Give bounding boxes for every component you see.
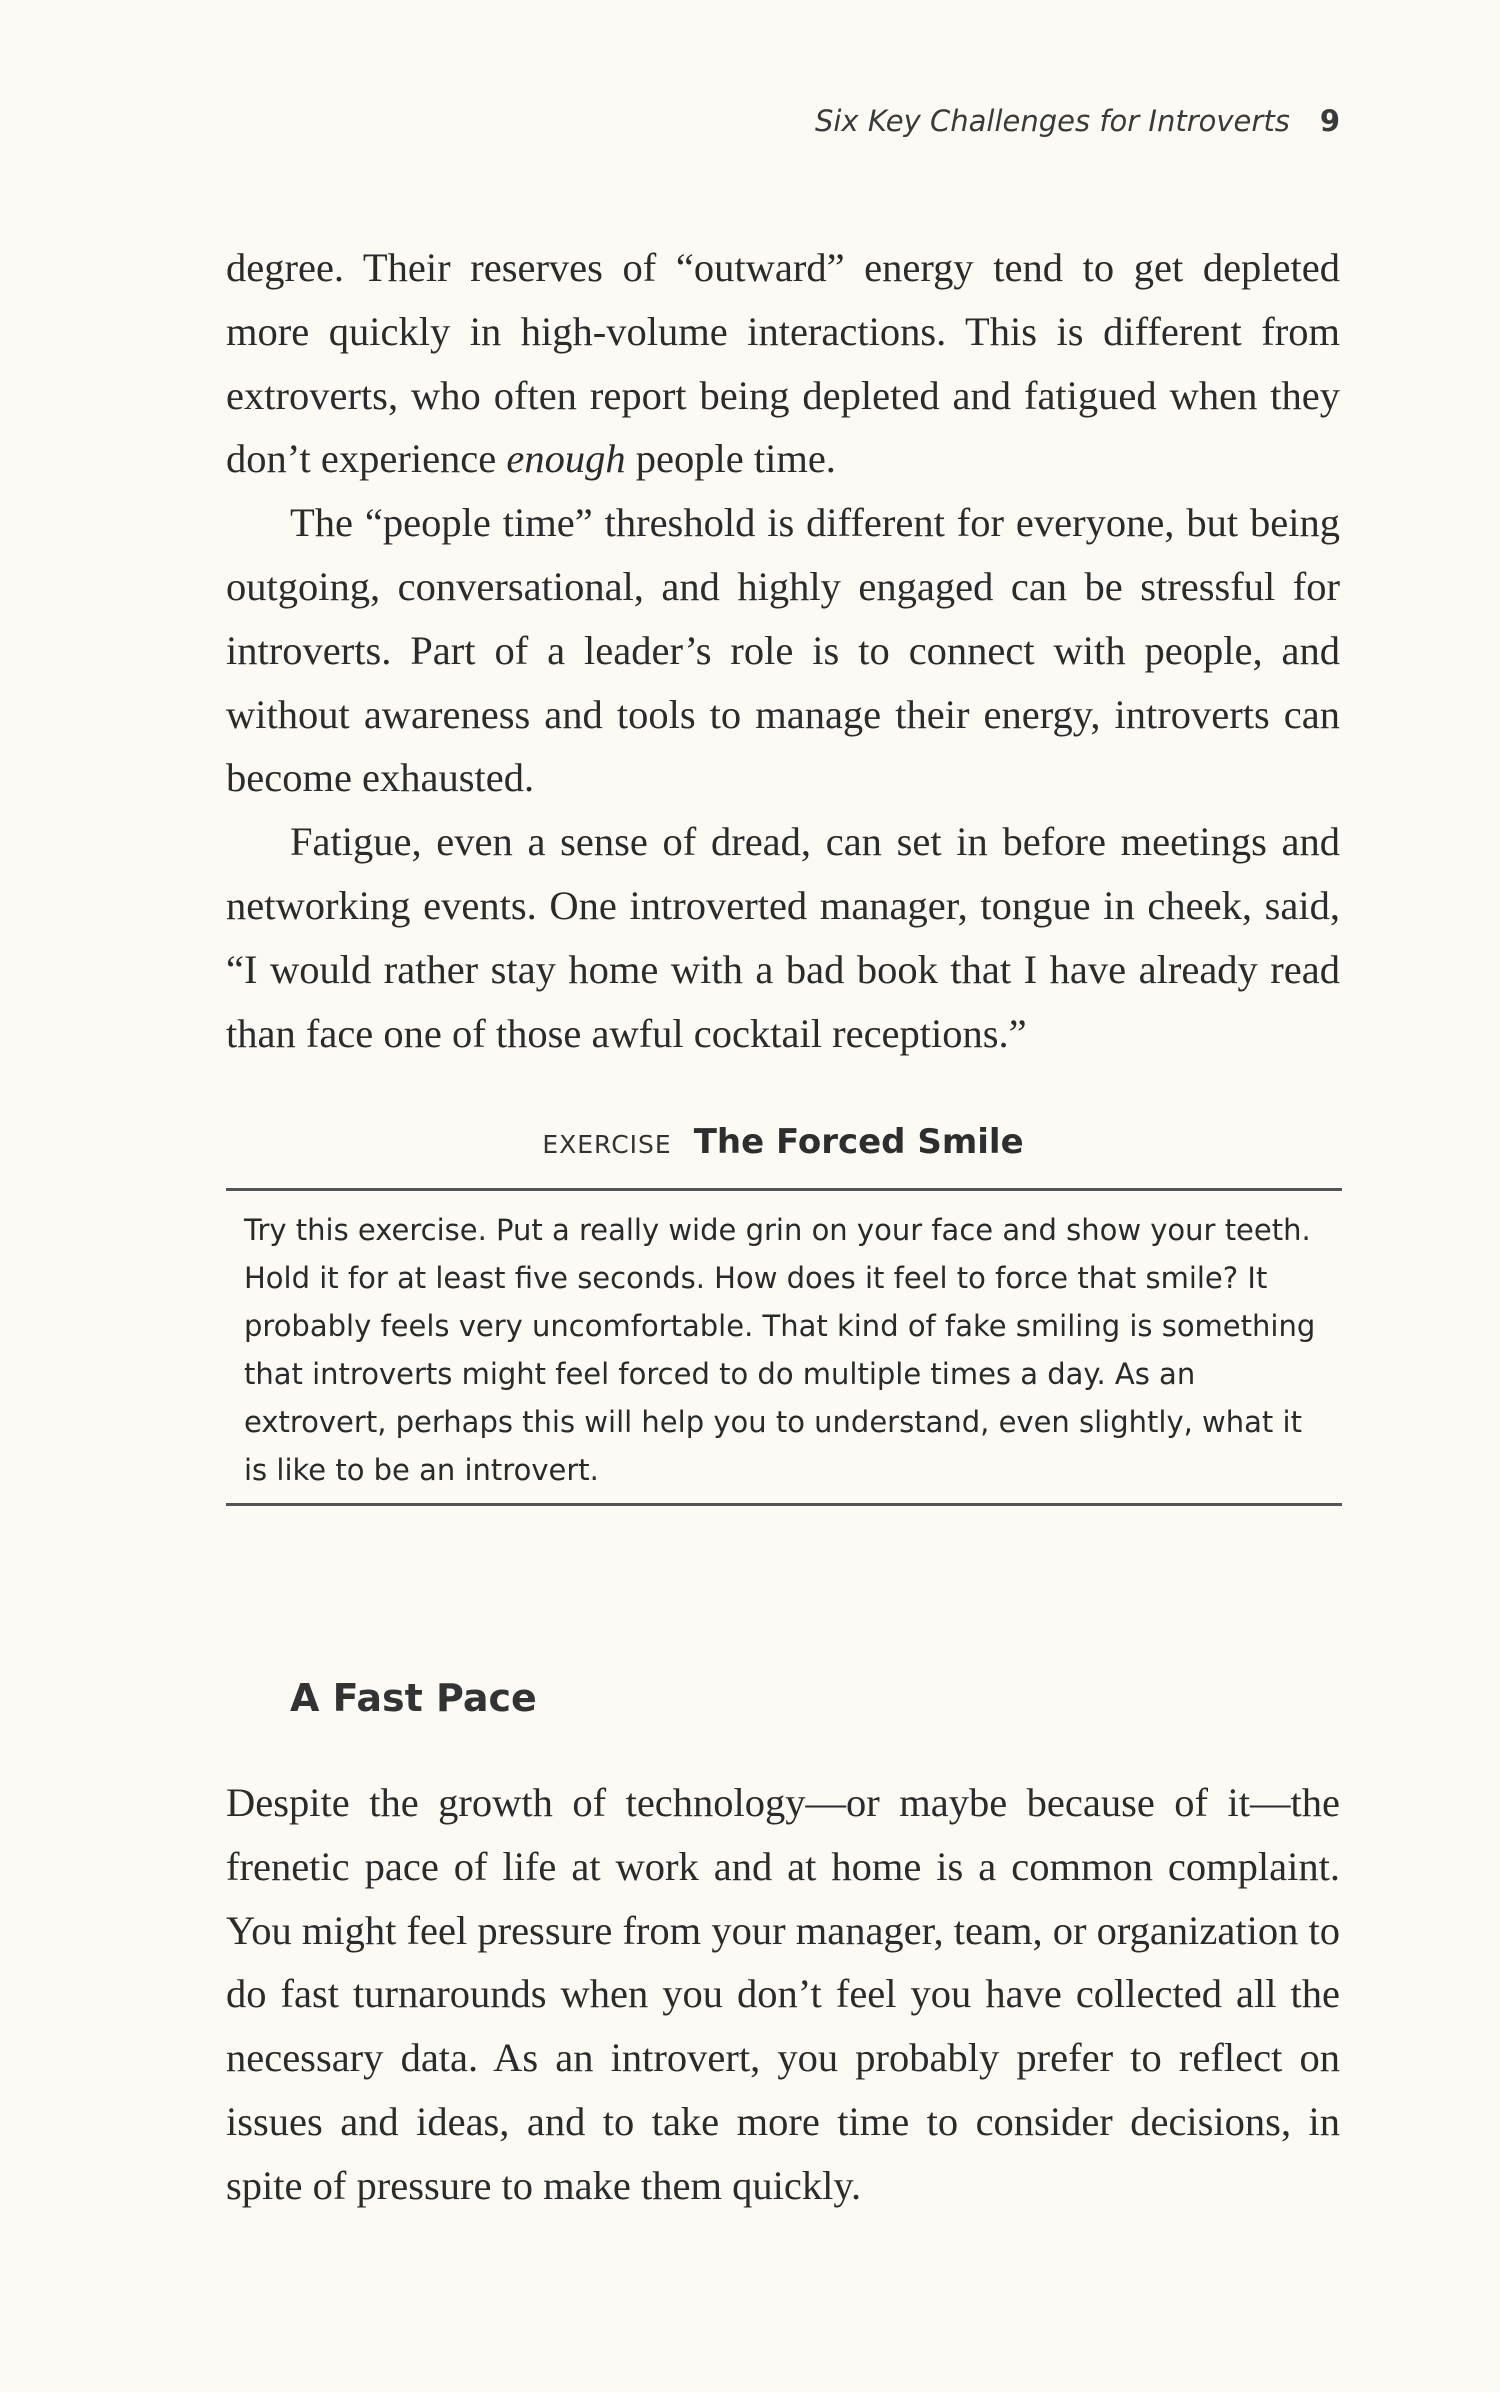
- exercise-title: The Forced Smile: [693, 1122, 1024, 1162]
- section-heading: A Fast Pace: [290, 1676, 537, 1720]
- running-head: [815, 104, 1340, 138]
- paragraph-1: [226, 236, 1340, 491]
- emphasis-enough: enough: [506, 436, 626, 482]
- exercise-bottom-rule: [226, 1503, 1342, 1506]
- running-title: Six Key Challenges for Introverts: [814, 104, 1290, 138]
- paragraph-1-text: degree. Their reserves of “outward” energy tend to get depleted more quickly in high-volume interactions. This is different from extroverts, who often report being depleted and fatigued when they don’t experience: [226, 245, 1340, 482]
- section2-text: [226, 1771, 1340, 2218]
- page-number: 9: [1319, 104, 1340, 138]
- exercise-body: Try this exercise. Put a really wide grin on your face and show your teeth. Hold it for at least five seconds. How does it feel to force that smile? It probably feels very uncomfortable. That kind of fake smiling is something that introverts might feel forced to do multiple times a day. As an extrovert, perhaps this will help you to understand, even slightly, what it is like to be an introvert.: [244, 1213, 1316, 1487]
- exercise-heading: [226, 1122, 1340, 1162]
- paragraph-1-end: people time.: [625, 436, 836, 482]
- paragraph-2: The “people time” threshold is different for everyone, but being outgoing, conversational, and highly engaged can be stressful for introverts. Part of a leader’s role is to connect with people, and without awareness and tools to manage their energy, introverts can become exhausted.: [226, 500, 1340, 801]
- section2-paragraph-1: Despite the growth of technology—or maybe because of it—the frenetic pace of life at work and at home is a common complaint. You might feel pressure from your manager, team, or organization to do fast turnarounds when you don’t feel you have collected all the necessary data. As an introvert, you probably prefer to reflect on issues and ideas, and to take more time to consider decisions, in spite of pressure to make them quickly.: [226, 1780, 1340, 2208]
- paragraph-3: Fatigue, even a sense of dread, can set in before meetings and networking events. One introverted manager, tongue in cheek, said, “I would rather stay home with a bad book that I have already read than face one of those awful cocktail receptions.”: [226, 819, 1340, 1056]
- exercise-top-rule: [226, 1188, 1342, 1191]
- section1-text: [226, 236, 1340, 1065]
- exercise-label: EXERCISE: [542, 1130, 672, 1159]
